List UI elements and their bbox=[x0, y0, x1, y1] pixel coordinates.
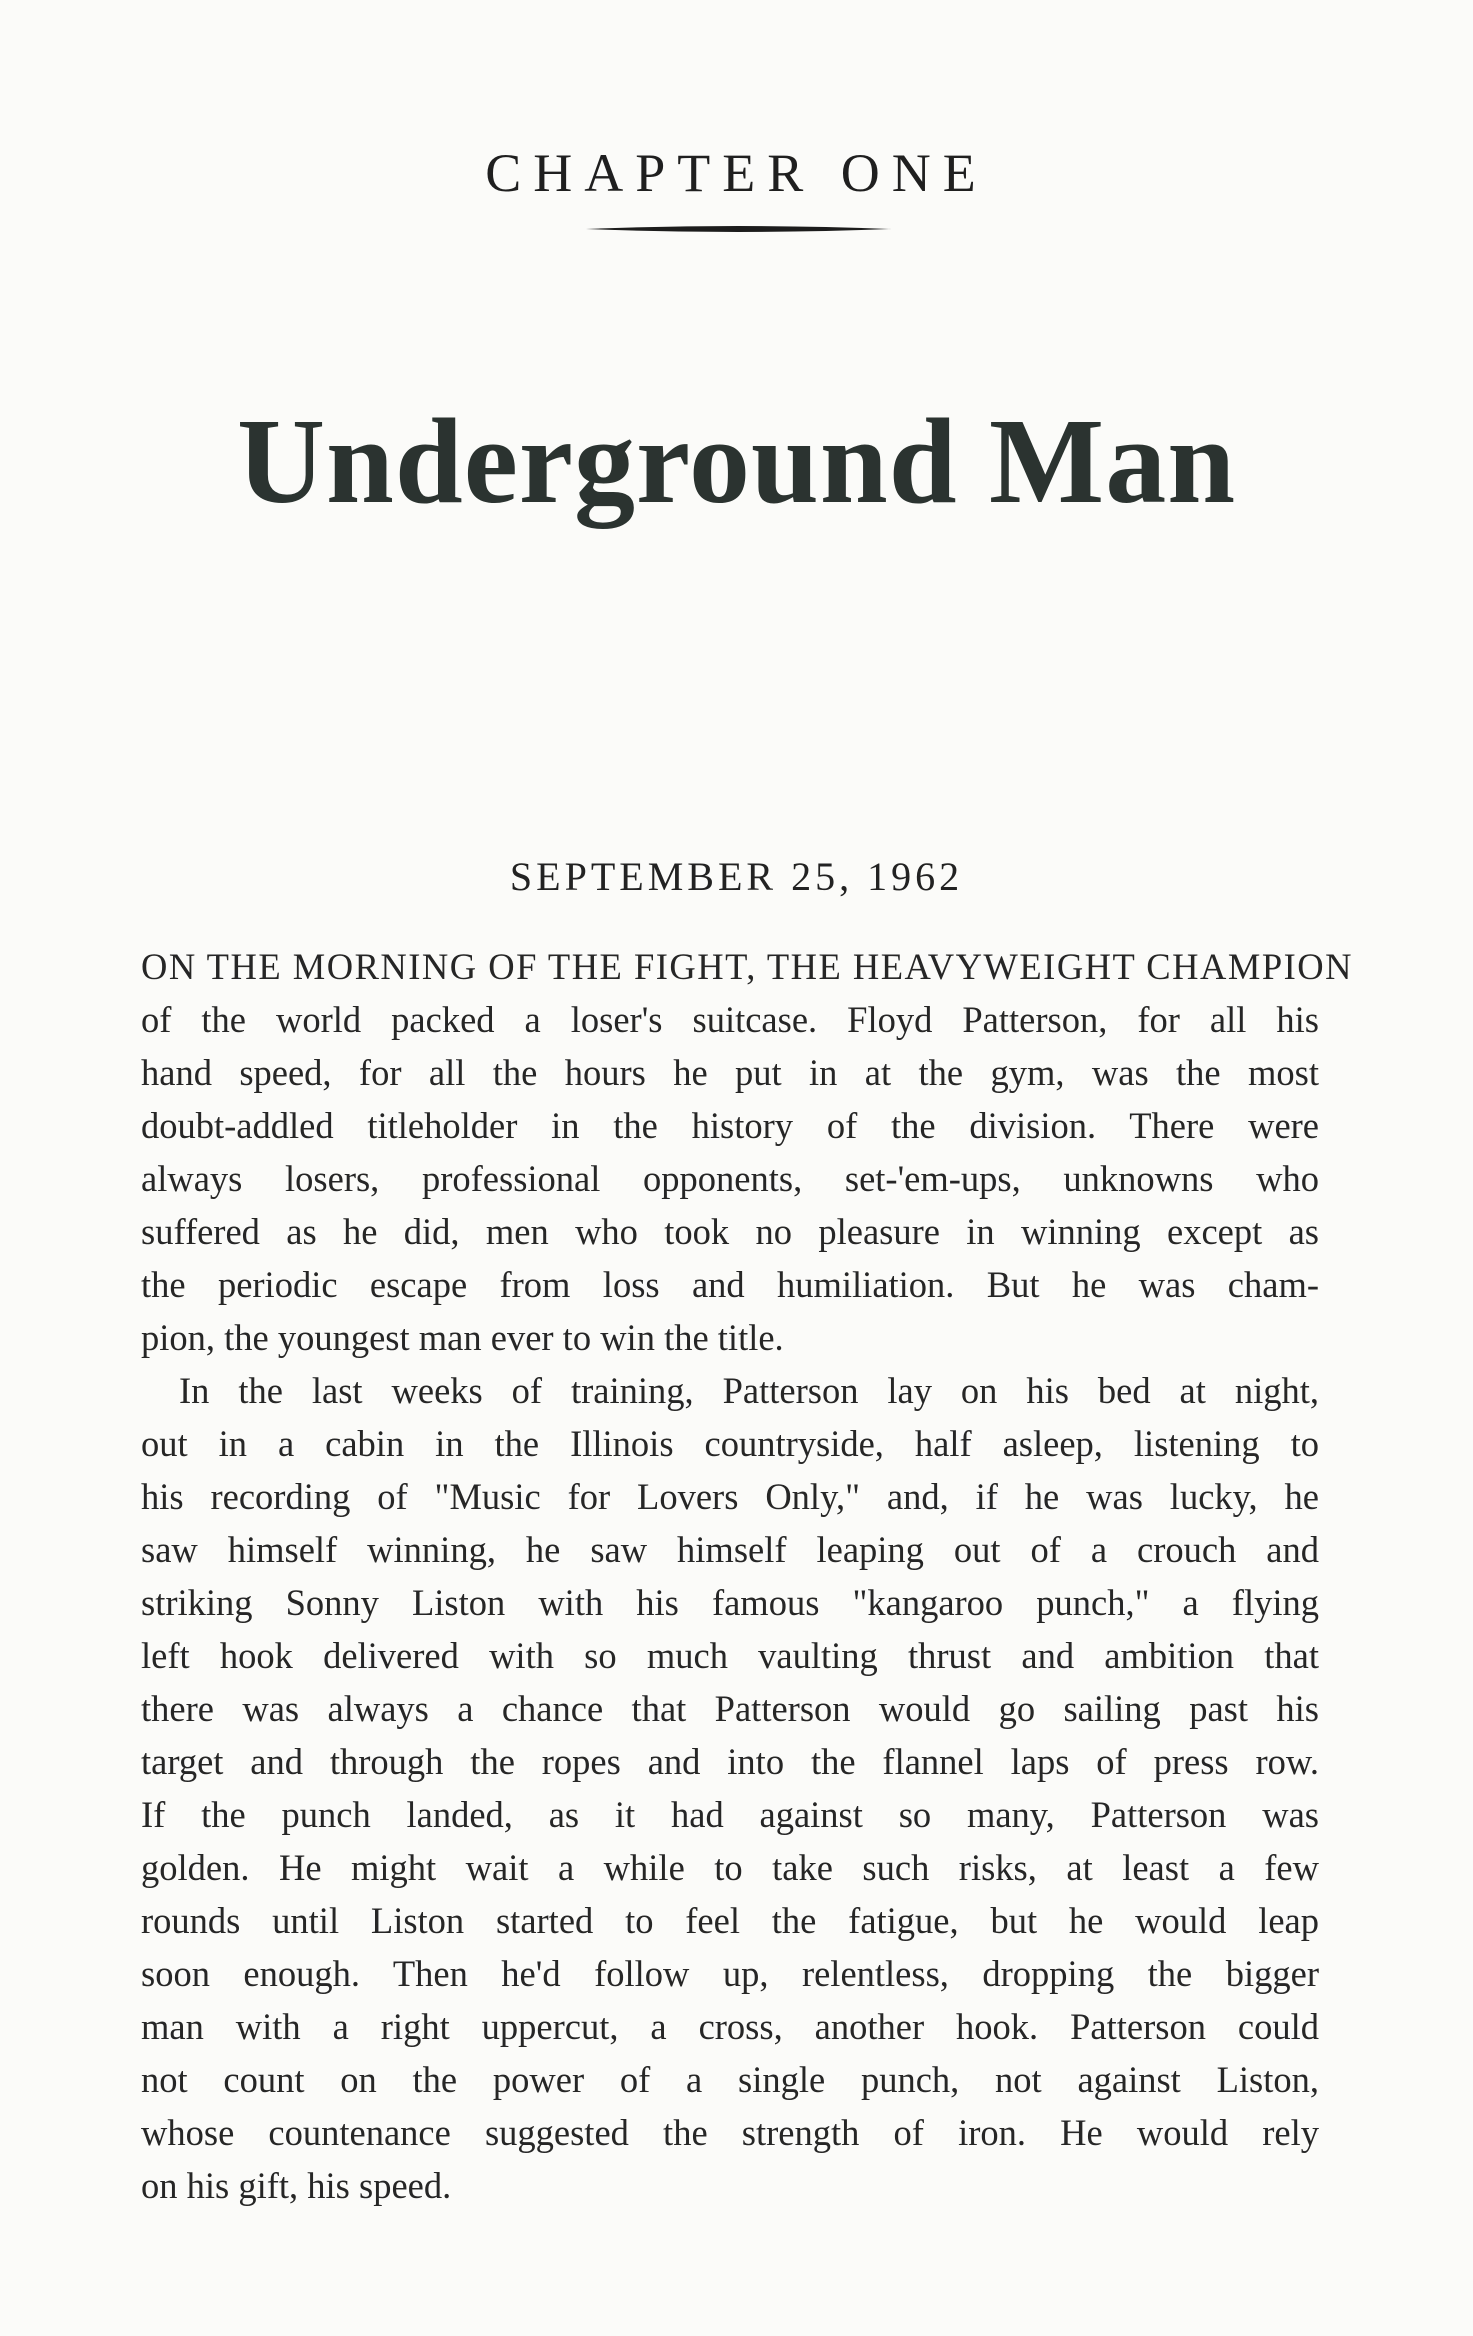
text-line: always losers, professional opponents, set-'em-ups, unknowns who bbox=[141, 1158, 1319, 1199]
text-line: soon enough. Then he'd follow up, relentless, dropping the bigger bbox=[141, 1953, 1319, 1994]
text-line: of the world packed a loser's suitcase. Floyd Patterson, for all his bbox=[141, 999, 1319, 1040]
paragraph-1 bbox=[141, 940, 1353, 1364]
text-line: on his gift, his speed. bbox=[141, 2165, 452, 2206]
text-line: man with a right uppercut, a cross, another hook. Patterson could bbox=[141, 2006, 1319, 2047]
paragraph-2 bbox=[141, 1364, 1319, 2212]
chapter-label: CHAPTER ONE bbox=[485, 143, 988, 203]
text-line: out in a cabin in the Illinois countryside, half asleep, listening to bbox=[141, 1423, 1319, 1464]
text-line: there was always a chance that Patterson would go sailing past his bbox=[141, 1688, 1319, 1729]
text-line: If the punch landed, as it had against so many, Patterson was bbox=[141, 1794, 1319, 1835]
text-line: rounds until Liston started to feel the fatigue, but he would leap bbox=[141, 1900, 1319, 1941]
text-line: suffered as he did, men who took no pleasure in winning except as bbox=[141, 1211, 1319, 1252]
text-line: saw himself winning, he saw himself leaping out of a crouch and bbox=[141, 1529, 1319, 1570]
text-line: left hook delivered with so much vaulting thrust and ambition that bbox=[141, 1635, 1319, 1676]
text-line: hand speed, for all the hours he put in at the gym, was the most bbox=[141, 1052, 1319, 1093]
text-line: target and through the ropes and into the flannel laps of press row. bbox=[141, 1741, 1319, 1782]
text-line: not count on the power of a single punch, not against Liston, bbox=[141, 2059, 1319, 2100]
text-line: the periodic escape from loss and humiliation. But he was cham- bbox=[141, 1264, 1319, 1305]
text-line: his recording of "Music for Lovers Only," and, if he was lucky, he bbox=[141, 1476, 1319, 1517]
text-line: pion, the youngest man ever to win the title. bbox=[141, 1317, 784, 1358]
text-line: In the last weeks of training, Patterson lay on his bed at night, bbox=[179, 1370, 1319, 1411]
section-date: SEPTEMBER 25, 1962 bbox=[509, 854, 964, 899]
chapter-title: Underground Man bbox=[236, 394, 1237, 529]
text-line: whose countenance suggested the strength of iron. He would rely bbox=[141, 2112, 1319, 2153]
text-line: doubt-addled titleholder in the history of the division. There were bbox=[141, 1105, 1319, 1146]
text-line: ON THE MORNING OF THE FIGHT, THE HEAVYWEIGHT CHAMPION bbox=[141, 946, 1353, 987]
text-line: golden. He might wait a while to take such risks, at least a few bbox=[141, 1847, 1319, 1888]
chapter-divider-rule bbox=[586, 224, 891, 234]
body-text bbox=[141, 940, 1353, 2212]
text-line: striking Sonny Liston with his famous "kangaroo punch," a flying bbox=[141, 1582, 1319, 1623]
